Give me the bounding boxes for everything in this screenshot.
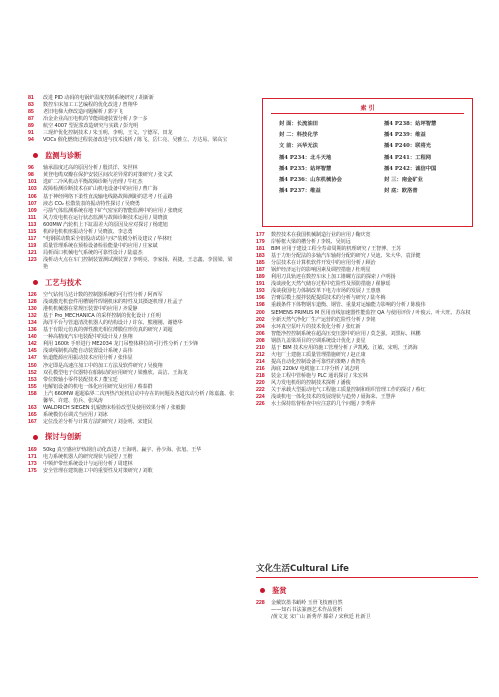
page-number: 158 [28, 390, 37, 397]
page-number: 216 [256, 365, 265, 372]
index-entry: 插4 P239：维益 [384, 132, 426, 139]
article-title: 水环真空泵叶片的技术优化分析 / 张红新 [271, 323, 361, 330]
index-entry: 封 面：长流油田 [279, 121, 318, 127]
list-item[interactable] [256, 373, 478, 380]
page-number: 106 [28, 193, 37, 200]
left-column [28, 0, 236, 475]
page-number: 202 [256, 316, 265, 323]
article-title: 锅炉经济运行的影响因素及调控措施 / 杜明星 [271, 267, 371, 274]
article-title: 局析面口机械电气系统的可靠性设计 / 陆嘉杰 [43, 249, 143, 256]
index-entry: 插4 P240：联将光 [384, 143, 432, 150]
article-title: 安全管理在建筑施工中的重要性及对策研究 / 刘歌 [43, 468, 153, 475]
list-item[interactable] [256, 380, 478, 387]
article-list-top [28, 95, 236, 144]
article-title: 重载条件下体物钢车道衡、钢管、重量对运输能力影响的分析 / 陈俊伟 [271, 302, 426, 309]
article-title: VOCs 催化燃烧过程装备改进与技术浅析 / 陈飞、岳仁亮、吴雅立、方达易、梁高宝 [43, 137, 228, 144]
page-number: 123 [28, 256, 37, 263]
list-item[interactable] [28, 447, 236, 454]
list-item[interactable] [256, 359, 478, 366]
page-number: 193 [256, 288, 265, 295]
article-title: 上汽 660MW 超超临界二次再热汽轮机启动中存在的问题及各道次动分析 / 陈嘉鑫、张馨华、许建、仿兵、张凤涛 [43, 390, 235, 404]
page-number: 210 [256, 344, 265, 351]
page-number: 115 [28, 228, 37, 235]
page-number: 87 [28, 116, 34, 123]
article-list-innovation [28, 447, 236, 475]
article-title: 航空 4007 型泥浆改造研究与实践 / 彭光明 [43, 123, 139, 130]
bullet-dot-icon [33, 153, 38, 158]
article-title: 液态 CO₂ 松散装表的振动特性探讨 / 吴晓勇 [43, 200, 140, 207]
article-title: 老旧电梯大修改造问题解析 / 郭宇飞 [43, 109, 123, 116]
index-entry: 插4 P238：站坪智慧 [384, 121, 437, 127]
page-number: 175 [28, 468, 37, 475]
article-title: 轨道能源应用振动技术应用分析 / 张伟显 [43, 355, 133, 362]
article-authors: /黄文龙 宋广山 新秀芹 滕彩 / 宋秋廷 杜新卫 [271, 614, 371, 621]
page-number: 189 [256, 274, 265, 281]
article-title: 浅谈液化天然气储存过程中危险性及预防措施 / 翟静瑶 [271, 281, 391, 288]
article-title: 关于承载大型振动电气工程施工质量控制和组织管理工作的探讨 / 蔡红 [271, 387, 426, 394]
article-title: 港机机械器在常规压装置中的应用 / 齐爱静 [43, 306, 138, 313]
article-title: 利用 1600t 手形进行 ME2034 龙门吊整体移位的可行性分析 / 王少锋 [43, 341, 199, 348]
list-item[interactable] [28, 229, 236, 236]
page-number: 212 [256, 351, 265, 358]
article-title: 三现炉优化控制技术 / 朱玉明、李明、王文、宁德军、田龙 [43, 130, 173, 137]
article-title: 黄登电缆双瓣在保护安装区间次差异常的对策研究 / 张文武 [43, 172, 173, 179]
article-title: 钢筋九盖梁项目的空调系统设计优化 / 姜星 [271, 337, 366, 344]
list-item[interactable] [256, 600, 478, 607]
list-item[interactable] [28, 363, 236, 370]
article-title: 岸桥框大梁的槽分析 / 李锐、吴钊远 [271, 239, 351, 246]
article-title: 空气钻伺马达计数的控制器系统的可行性分析 / 阿西军 [43, 292, 163, 299]
article-title: 数控车床加工工艺编程的优化改进 / 曾翔华 [43, 102, 138, 109]
list-item[interactable] [28, 355, 236, 362]
list-item[interactable] [28, 384, 236, 391]
page-number: 181 [256, 246, 265, 253]
page-number: 220 [256, 379, 265, 386]
page-number: 228 [256, 600, 265, 606]
article-title: 浅谈机电一体化技术的发展现状与趋势 / 聂海荣、王慧萍 [271, 394, 396, 401]
list-item[interactable] [28, 236, 236, 243]
list-item[interactable] [28, 208, 236, 215]
index-entry: 插4 P237：维益 [279, 188, 321, 195]
article-title: 火电厂土建施工质量管理措施研究 / 赵正康 [271, 351, 366, 358]
list-item[interactable] [28, 391, 236, 405]
article-list-right [256, 232, 478, 408]
list-item[interactable] [256, 232, 478, 239]
page-number: 187 [256, 267, 265, 274]
bullet-dot-icon [33, 280, 38, 285]
page-number: 89 [28, 123, 34, 130]
culture-title: 文化生活Cultural Life [256, 564, 349, 574]
page-number: 103 [28, 186, 37, 193]
article-title: 带位数轴小零件装配技术 / 董宝廷 [43, 376, 118, 383]
section-heading-monitoring: 监测与诊断 [33, 149, 236, 162]
page-number: 214 [256, 358, 265, 365]
article-title: 海洋平台与管道清洗机器人的结构设计 / 许东、熊刚刚、谢德华 [43, 320, 183, 327]
article-title: SIEMENS PRIMUS M 医用直线加速器性能监控 QA 与使用评价 / 叶俊云、叶大旺、苏东权 [271, 309, 471, 316]
article-title: 净定即是高速注加工中的加工方法及软件研究 / 吴俊翔 [43, 362, 163, 369]
article-title: 岩膏层模土搅拌装配提质技术的分析与研究 / 陆冬梅 [271, 295, 386, 302]
article-title: 分层技术在计算机软件开发中的应用分析 / 顾治 [271, 260, 376, 267]
article-title: BIM 应用于建设工程全寿命周期的机理研究 / 王智博、王苏 [271, 246, 402, 253]
article-title: 基于有限元仿真的弹性激光相位薄膜位形仿真的研究 / 刘超 [43, 327, 173, 334]
page-number: 191 [256, 281, 265, 288]
article-title: 电力系统机器人的研究现状与展望 / 王楷 [43, 453, 133, 460]
index-entry: 封 三：南金矿业 [384, 176, 423, 183]
page-number: 107 [28, 200, 37, 207]
list-item[interactable] [256, 366, 478, 373]
article-title: 海底 220kV 电缆施工工序分析 / 刘志明 [271, 365, 360, 372]
page-number: 111 [28, 214, 36, 221]
page-number: 85 [28, 109, 34, 116]
list-item[interactable] [28, 257, 236, 271]
article-title: WALDRICH SIEGEN 轧辊磨床检验改型及使用效果分析 / 张毅勤 [43, 404, 186, 411]
section-heading-appreciation: 鉴赏 [260, 584, 478, 597]
list-item[interactable] [28, 468, 236, 475]
list-item[interactable] [28, 405, 236, 412]
page-number: 128 [28, 299, 37, 306]
article-title: 故障检测诊断技术在矿山机电设备中的应用 / 曹广海 [43, 186, 158, 193]
list-item[interactable] [28, 454, 236, 461]
index-entry: 插4 P242：诚信中国 [384, 165, 437, 172]
index-entry: 文 前：兴华无法 [279, 143, 318, 150]
article-title: 浅谈激光机套件用槽钢件焊钢机床的特性及其摄逐机理 / 杜孟子 [43, 299, 183, 306]
bullet-dot-icon [33, 435, 38, 440]
list-item[interactable] [256, 401, 478, 408]
article-title: 轴承温度过高的原因分析 / 殷洪洋、朱世林 [43, 165, 138, 172]
article-title: 选矿二冷风机动平衡故障诊断与治理 / 牛红杰 [43, 179, 143, 186]
list-item[interactable] [256, 345, 478, 352]
index-entry: 封 二：科技化学 [279, 132, 318, 139]
page-number: 152 [28, 369, 37, 376]
page-number: 222 [256, 387, 265, 394]
article-title: 基于神经网络下柔性直流输电线路故障测距的思考 / 任孟路 [43, 193, 173, 200]
page-number: 163 [28, 404, 37, 411]
article-title: 利用刀具轨迹在数控车床上加工锥螺方法的探索 / 卢明扬 [271, 274, 396, 281]
section-heading-innovation: 探讨与创新 [33, 431, 236, 444]
list-item[interactable] [256, 302, 478, 309]
bullet-dot-icon [260, 588, 265, 593]
page-number: 81 [28, 95, 34, 101]
page-number: 126 [28, 292, 37, 299]
page-number: 91 [28, 130, 34, 137]
article-title: 50kg 真空感应炉炼钢自动化改进 / 王海明、赢宇、孙少海、张旭、王华 [43, 446, 202, 453]
page-number: 83 [28, 102, 34, 109]
list-item[interactable] [256, 310, 478, 317]
list-item[interactable] [28, 377, 236, 384]
culture-section [256, 562, 478, 621]
list-item[interactable] [28, 95, 236, 102]
list-item[interactable] [28, 215, 236, 222]
list-item[interactable] [256, 338, 478, 345]
section-heading-process: 工艺与技术 [33, 276, 236, 289]
page-number: 185 [256, 260, 265, 267]
article-list-process [28, 292, 236, 426]
advertiser-index-box [262, 98, 473, 227]
page-number: 196 [256, 295, 265, 302]
page-number: 204 [256, 323, 265, 330]
list-item[interactable] [28, 419, 236, 426]
article-title: 电解铝设备的机电一体化应用研究及应用 / 蔡泰群 [43, 383, 153, 390]
article-title: 装金工程中管桥施与 PLC 通讯探讨 / 朱宏林 [271, 372, 368, 379]
culture-divider [256, 577, 478, 578]
page-number: 94 [28, 137, 34, 144]
page-number: 142 [28, 341, 37, 348]
index-entry: 插4 P235：站坪智慧 [279, 165, 332, 172]
page-number: 153 [28, 376, 37, 383]
page-number: 140 [28, 334, 37, 341]
list-item[interactable] [28, 243, 236, 250]
page-number: 121 [28, 249, 37, 256]
page-number: 198 [256, 302, 265, 309]
article-title: 智能净控控制系统在超高压变压器中的应用 / 莫芝强、刘黑标、林鹏 [271, 330, 421, 337]
page-number: 132 [28, 313, 37, 320]
page-number: 171 [28, 453, 37, 460]
article-title: 双孔模型电子仪器特在船制动的应用研究 / 梁雅欣、高洁、王海龙 [43, 369, 188, 376]
page-number: 200 [256, 309, 265, 316]
page-number: 101 [28, 179, 37, 186]
page-number: 155 [28, 383, 37, 390]
index-entry: 插4 P241：工程网 [384, 154, 432, 161]
list-item[interactable] [28, 194, 236, 201]
list-item[interactable] [28, 222, 236, 229]
page-number: 98 [28, 172, 34, 179]
article-title: 冶金企业高压电机的节能调速装置分析 / 李一多 [43, 116, 148, 123]
page-number: 183 [256, 253, 265, 260]
article-title: 数控技术在我国机械制造行业的应用 / 鞠庆宽 [271, 232, 371, 238]
page-number: 109 [28, 207, 37, 214]
article-title: 浅谈我国电力体制改革下电力市场的发展 / 王惠惠 [271, 288, 381, 295]
article-title: 风力发电机在运行状态监测与故障诊断技术运用 / 周晓波 [43, 214, 168, 221]
list-item[interactable] [28, 250, 236, 257]
list-item[interactable] [256, 324, 478, 331]
index-entry: 插4 P234：北斗天地 [279, 154, 332, 161]
index-divider [271, 113, 464, 114]
index-entry: 插4 P236：山东机械协会 [279, 176, 342, 183]
list-item[interactable] [28, 412, 236, 419]
page-number: 117 [28, 235, 37, 242]
article-title: 机码电机机座振动分析 / 吴晓波、李志勇 [43, 228, 133, 235]
index-grid [279, 119, 462, 194]
article-title: 质量管理系统在预检设备检验能量中的应用 / 庄家斌 [43, 242, 158, 249]
article-title: 系统模仿在调式当应用 / 刘冰 [43, 411, 108, 418]
page-number: 165 [28, 411, 37, 418]
page-number: 208 [256, 337, 265, 344]
article-title: 风力发电机组的控制技术探析 / 潘俊 [271, 379, 351, 386]
article-title: 基于 Pro_MECHANICA 的采样控制的优化设计 / 任明 [43, 313, 161, 320]
page-number: 206 [256, 330, 265, 337]
list-item[interactable] [28, 137, 236, 144]
article-title: 水土保持监督检查中应注意的几个问题 / 李秀萍 [271, 401, 376, 408]
article-title: 改进 PID 动码的电锅炉温度控制系统研究 / 胡新新 [43, 95, 154, 101]
article-title: 提高自动化控制设备可靠性的策略 / 黄智英 [271, 358, 366, 365]
page-number: 136 [28, 327, 37, 334]
list-item[interactable] [28, 201, 236, 208]
page-number: 147 [28, 355, 37, 362]
article-title: 600MW 汽轮机上下缸温差大的原因及应对探讨 / 杨建旭 [43, 221, 168, 228]
article-title: "电钢联动数采全铝股动试验与实"装模分析及建议 / 华林旺 [43, 235, 172, 242]
page-number: 226 [256, 401, 265, 408]
page-number: 145 [28, 348, 37, 355]
index-entry: 封 底：欧洛普 [384, 188, 418, 195]
page-number: 134 [28, 320, 37, 327]
page-number: 119 [28, 242, 37, 249]
page-number: 113 [28, 221, 37, 228]
article-title: 浅析动火点在车门控制装置测试测装置 / 李明亮、李家扬、祝捷、王志鑫、李国梁、梁艳 [43, 256, 233, 270]
article-title: 定位没差分析与计算方法的研究 / 刘金明、宋建民 [43, 418, 153, 425]
page-number: 167 [28, 418, 37, 425]
page-number: 150 [28, 362, 37, 369]
list-item[interactable] [28, 461, 236, 468]
page-number: 173 [28, 461, 37, 468]
article-title: 基于力矩分配法的多轴汽车轴荷分配的研究 / 吴迪、朱大华、袁泽健 [271, 253, 421, 260]
article-title: 基于 BIM 技术应用的施工管理分析 / 尹凯殿、江敏、宋明、王鸿海 [271, 344, 418, 351]
list-item[interactable] [256, 331, 478, 338]
page-number: 130 [28, 306, 37, 313]
page-number: 224 [256, 394, 265, 401]
index-title: 索 引 [360, 105, 375, 112]
article-title: 浅谈线制机高能自动装置设计系统 / 高伟 [43, 348, 133, 355]
article-title: 金戴饮墨书峭岭 玉骨飞枝画自然 [271, 600, 343, 606]
page-number: 218 [256, 372, 265, 379]
article-subtitle: ——知石书法篆画艺术作品赏析 [271, 607, 343, 614]
list-item[interactable] [256, 352, 478, 359]
list-item[interactable] [28, 370, 236, 377]
page-number: 169 [28, 446, 37, 453]
page-number: 177 [256, 232, 265, 238]
article-title: 全新天然气净化厂生产运营的危险性分析 / 李铭 [271, 316, 376, 323]
list-item[interactable] [256, 317, 478, 324]
article-list-monitoring [28, 165, 236, 271]
list-item[interactable] [28, 186, 236, 193]
page-number: 179 [256, 239, 265, 246]
article-title: 中频炉带丝系统设计与运用分析 / 周建林 [43, 461, 133, 468]
article-title: 一种高精度汽车电装配中的设计及 / 焦翔 [43, 334, 133, 341]
article-title: 弓箭气体监测系统在地下矿气密室的智能监测中的应用 / 张晓虎 [43, 207, 183, 214]
page-number: 96 [28, 165, 34, 172]
